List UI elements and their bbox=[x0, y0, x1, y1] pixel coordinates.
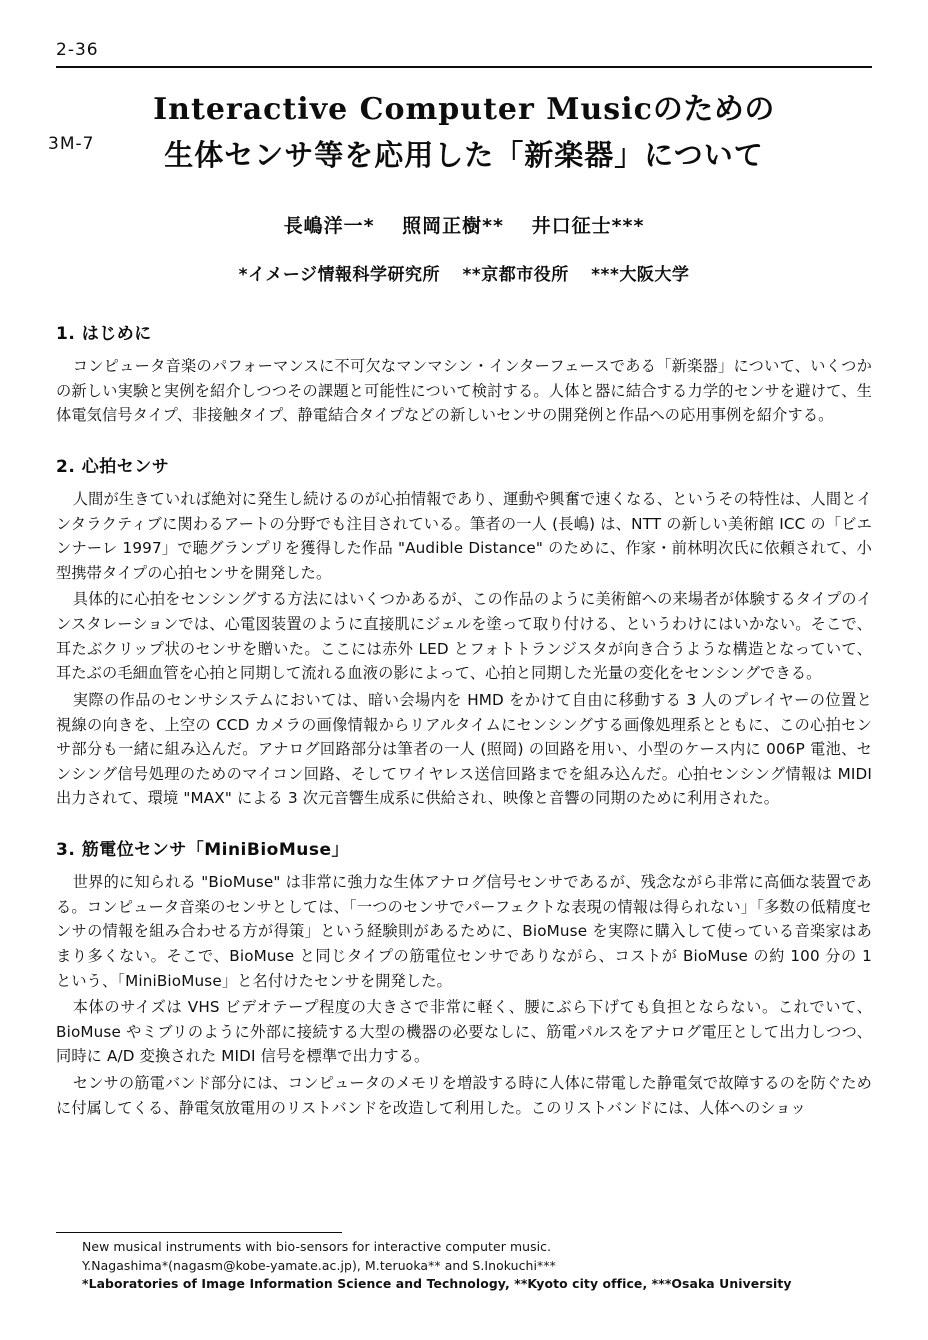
paper-body bbox=[56, 319, 872, 1120]
author-3: 井口征士*** bbox=[531, 215, 645, 238]
author-1: 長嶋洋一* bbox=[283, 215, 375, 238]
footnote-block bbox=[56, 1232, 872, 1294]
affiliation-list bbox=[56, 260, 872, 285]
footnote-line-2: Y.Nagashima*(nagasm@kobe-yamate.ac.jp), M.teruoka** and S.Inokuchi*** bbox=[82, 1257, 556, 1273]
paragraph: コンピュータ音楽のパフォーマンスに不可欠なマンマシン・インターフェースである「新楽器」について、いくつかの新しい実験と実例を紹介しつつその課題と可能性について検討する。人体と器に結合する力学的センサを避けて、生体電気信号タイプ、非接触タイプ、静電結合タイプなどの新しいセンサの開発例と作品への応用事例を紹介する。 bbox=[56, 357, 872, 425]
section-heading-2: 2. 心拍センサ bbox=[56, 456, 170, 477]
paragraph: 実際の作品のセンサシステムにおいては、暗い会場内を HMD をかけて自由に移動する 3 人のプレイヤーの位置と視線の向きを、上空の CCD カメラの画像情報からリアルタイムにセンシングする画像処理系とともに、この心拍センサ部分も一緒に組み込んだ。アナログ回路部分は筆者の一人 (照岡) の回路を用い、小型のケース内に 006P 電池、センシング信号処理のためのマイコン回路、そしてワイヤレス送信回路までを組み込んだ。心拍センシング情報は MIDI 出力されて、環境 "MAX" による 3 次元音響生成系に供給され、映像と音響の同期のために利用された。 bbox=[56, 690, 872, 808]
footnote-divider bbox=[56, 1232, 342, 1233]
footnote-line-1: New musical instruments with bio-sensors for interactive computer music. bbox=[82, 1239, 552, 1255]
section-heading-3: 3. 筋電位センサ「MiniBioMuse」 bbox=[56, 840, 350, 861]
footnote-line-3: *Laboratories of Image Information Science and Technology, **Kyoto city office, ***Osaka University bbox=[82, 1276, 792, 1292]
section-heading-1: 1. はじめに bbox=[56, 324, 152, 345]
section-minibiomuse bbox=[56, 835, 872, 1120]
page-header bbox=[56, 34, 872, 68]
affiliation-2: **京都市役所 bbox=[462, 265, 569, 286]
title-block bbox=[48, 90, 872, 286]
header-divider bbox=[56, 66, 872, 68]
author-2: 照岡正樹** bbox=[402, 215, 504, 238]
section-introduction bbox=[56, 319, 872, 428]
affiliation-1: *イメージ情報科学研究所 bbox=[238, 265, 441, 286]
paragraph: 具体的に心拍をセンシングする方法にはいくつかあるが、この作品のように美術館への来場者が体験するタイプのインスタレーションでは、心電図装置のように直接肌にジェルを塗って取り付ける、というわけにはいかない。そこで、耳たぶクリップ状のセンサを贈いた。ここには赤外 LED とフォトトランジスタが向き合うような構造となっていて、耳たぶの毛細血管を心拍と同期して流れる血液の影によって、心拍と同期した光量の変化をセンシングできる。 bbox=[56, 590, 872, 683]
author-list bbox=[56, 211, 872, 238]
paper-title-line-2: 生体センサ等を応用した「新楽器」について bbox=[164, 137, 764, 172]
paper-title-latin: Interactive Computer Music bbox=[153, 92, 653, 127]
paragraph: 本体のサイズは VHS ビデオテープ程度の大きさで非常に軽く、腰にぶら下げても負担とならない。これでいて、BioMuse やミブリのように外部に接続する大型の機器の必要なしに、筋電パルスをアナログ電圧として出力しつつ、同時に A/D 変換された MIDI 信号を標準で出力する。 bbox=[56, 998, 872, 1066]
paper-title-line-1 bbox=[56, 90, 872, 131]
paragraph: 世界的に知られる "BioMuse" は非常に強力な生体アナログ信号センサであるが、残念ながら非常に高価な装置である。コンピュータ音楽のセンサとしては、「一つのセンサでパーフェクトな表現の情報は得られない」「多数の低精度センサの情報を組み合わせる方が得策」という経験則があるために、BioMuse を実際に購入して使っている音楽家はあまり多くない。そこで、BioMuse と同じタイプの筋電位センサでありながら、コストが BioMuse の約 100 分の 1 という、「MiniBioMuse」と名付けたセンサを開発した。 bbox=[56, 873, 872, 990]
affiliation-3: ***大阪大学 bbox=[591, 265, 690, 286]
paper-title-line-1-jp: のための bbox=[652, 92, 775, 127]
page-number: 2-36 bbox=[56, 40, 99, 60]
paper-id-label: 3M-7 bbox=[48, 134, 95, 154]
paragraph: 人間が生きていれば絶対に発生し続けるのが心拍情報であり、運動や興奮で速くなる、というその特性は、人間とインタラクティブに関わるアートの分野でも注目されている。筆者の一人 (長嶋) は、NTT の新しい美術館 ICC の「ビエンナーレ 1997」で聴グランプリを獲得した作品 "Audible Distance" のために、作家・前林明次氏に依頼されて、小型携帯タイプの心拍センサを開発した。 bbox=[56, 489, 872, 582]
section-heart-rate-sensor bbox=[56, 452, 872, 811]
paragraph: センサの筋電バンド部分には、コンピュータのメモリを増設する時に人体に帯電した静電気で故障するのを防ぐために付属してくる、静電気放電用のリストバンドを改造して利用した。このリストバンドには、人体へのショッ bbox=[56, 1074, 872, 1117]
